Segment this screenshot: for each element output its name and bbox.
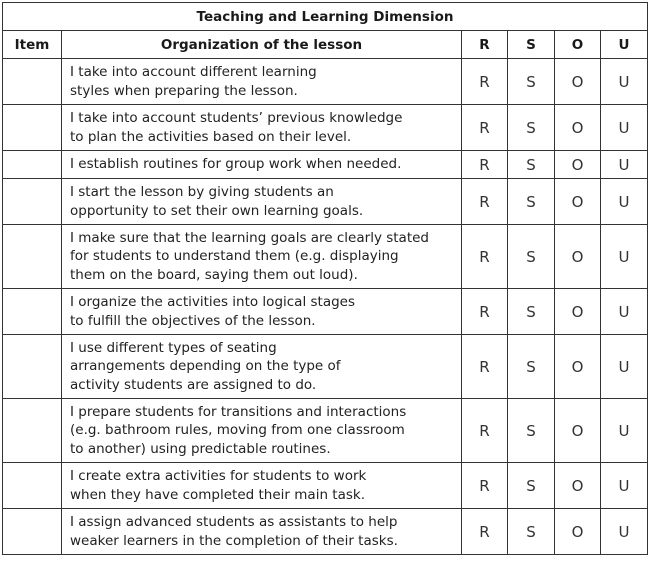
rating-u-option[interactable]: U <box>601 151 648 179</box>
item-header: Item <box>3 31 62 59</box>
rating-r-option[interactable]: R <box>462 59 508 105</box>
table-row <box>3 335 648 399</box>
rating-r-option[interactable]: R <box>462 225 508 289</box>
rating-u-option[interactable]: U <box>601 289 648 335</box>
item-cell <box>3 289 62 335</box>
statement-line: activity students are assigned to do. <box>70 376 317 393</box>
rating-r-option[interactable]: R <box>462 335 508 399</box>
rating-s-option[interactable]: S <box>508 509 555 555</box>
statement-cell <box>62 463 462 509</box>
statement-line: opportunity to set their own learning goals. <box>70 202 364 219</box>
rating-s-option[interactable]: S <box>508 463 555 509</box>
table-row <box>3 509 648 555</box>
rating-r-option[interactable]: R <box>462 105 508 151</box>
rating-u-option[interactable]: U <box>601 509 648 555</box>
rating-s-option[interactable]: S <box>508 289 555 335</box>
rating-r-option[interactable]: R <box>462 509 508 555</box>
rating-u-option[interactable]: U <box>601 105 648 151</box>
table-body <box>3 59 648 555</box>
item-cell <box>3 335 62 399</box>
statement-line: to another) using predictable routines. <box>70 440 331 457</box>
statement-line: weaker learners in the completion of their tasks. <box>70 532 398 549</box>
rating-o-option[interactable]: O <box>555 151 601 179</box>
rating-u-option[interactable]: U <box>601 399 648 463</box>
rating-u-option[interactable]: U <box>601 463 648 509</box>
statement-cell <box>62 105 462 151</box>
rating-s-option[interactable]: S <box>508 151 555 179</box>
table-row <box>3 463 648 509</box>
s-header: S <box>508 31 555 59</box>
statement-line: for students to understand them (e.g. displaying <box>70 248 399 265</box>
rating-o-option[interactable]: O <box>555 179 601 225</box>
rating-u-option[interactable]: U <box>601 225 648 289</box>
table-row <box>3 59 648 105</box>
table-row <box>3 399 648 463</box>
statement-line: I start the lesson by giving students an <box>70 184 334 200</box>
rating-r-option[interactable]: R <box>462 179 508 225</box>
statement-cell <box>62 151 462 179</box>
item-cell <box>3 151 62 179</box>
statement-line: I take into account different learning <box>70 64 317 80</box>
statement-line: to plan the activities based on their level. <box>70 128 352 145</box>
rating-o-option[interactable]: O <box>555 399 601 463</box>
rating-o-option[interactable]: O <box>555 225 601 289</box>
rating-r-option[interactable]: R <box>462 289 508 335</box>
rating-s-option[interactable]: S <box>508 399 555 463</box>
u-header: U <box>601 31 648 59</box>
rating-o-option[interactable]: O <box>555 59 601 105</box>
statement-cell <box>62 289 462 335</box>
statement-cell <box>62 335 462 399</box>
rating-u-option[interactable]: U <box>601 179 648 225</box>
item-cell <box>3 225 62 289</box>
table-title: Teaching and Learning Dimension <box>3 3 648 31</box>
rating-s-option[interactable]: S <box>508 225 555 289</box>
rating-u-option[interactable]: U <box>601 59 648 105</box>
statement-line: to fulfill the objectives of the lesson. <box>70 312 316 329</box>
rating-r-option[interactable]: R <box>462 399 508 463</box>
statement-cell <box>62 225 462 289</box>
statement-line: I use different types of seating <box>70 339 277 356</box>
statement-cell <box>62 59 462 105</box>
statement-line: I establish routines for group work when needed. <box>70 156 402 173</box>
title-row <box>3 3 648 31</box>
statement-line: (e.g. bathroom rules, moving from one classroom <box>70 422 405 439</box>
rating-s-option[interactable]: S <box>508 105 555 151</box>
rating-o-option[interactable]: O <box>555 105 601 151</box>
statement-line: I take into account students’ previous knowledge <box>70 110 403 126</box>
statement-line: when they have completed their main task. <box>70 486 365 503</box>
item-cell <box>3 59 62 105</box>
rating-u-option[interactable]: U <box>601 335 648 399</box>
statement-header: Organization of the lesson <box>62 31 462 59</box>
statement-cell <box>62 179 462 225</box>
table-row <box>3 225 648 289</box>
o-header: O <box>555 31 601 59</box>
rating-s-option[interactable]: S <box>508 179 555 225</box>
rating-r-option[interactable]: R <box>462 463 508 509</box>
item-cell <box>3 105 62 151</box>
rating-o-option[interactable]: O <box>555 509 601 555</box>
item-cell <box>3 399 62 463</box>
table-row <box>3 179 648 225</box>
r-header: R <box>462 31 508 59</box>
table-row <box>3 105 648 151</box>
rating-o-option[interactable]: O <box>555 335 601 399</box>
header-row <box>3 31 648 59</box>
rating-r-option[interactable]: R <box>462 151 508 179</box>
statement-cell <box>62 509 462 555</box>
statement-line: I assign advanced students as assistants to help <box>70 514 398 530</box>
statement-line: styles when preparing the lesson. <box>70 82 298 99</box>
item-cell <box>3 463 62 509</box>
statement-line: I make sure that the learning goals are clearly stated <box>70 229 429 246</box>
rating-s-option[interactable]: S <box>508 335 555 399</box>
item-cell <box>3 509 62 555</box>
item-cell <box>3 179 62 225</box>
statement-line: them on the board, saying them out loud). <box>70 266 358 283</box>
rating-s-option[interactable]: S <box>508 59 555 105</box>
statement-cell <box>62 399 462 463</box>
statement-line: I create extra activities for students to work <box>70 468 367 484</box>
table-row <box>3 289 648 335</box>
statement-line: I organize the activities into logical stages <box>70 294 356 310</box>
lesson-organization-table <box>2 2 648 555</box>
table-row <box>3 151 648 179</box>
statement-line: arrangements depending on the type of <box>70 358 341 375</box>
rating-o-option[interactable]: O <box>555 463 601 509</box>
rating-o-option[interactable]: O <box>555 289 601 335</box>
statement-line: I prepare students for transitions and interactions <box>70 403 407 420</box>
